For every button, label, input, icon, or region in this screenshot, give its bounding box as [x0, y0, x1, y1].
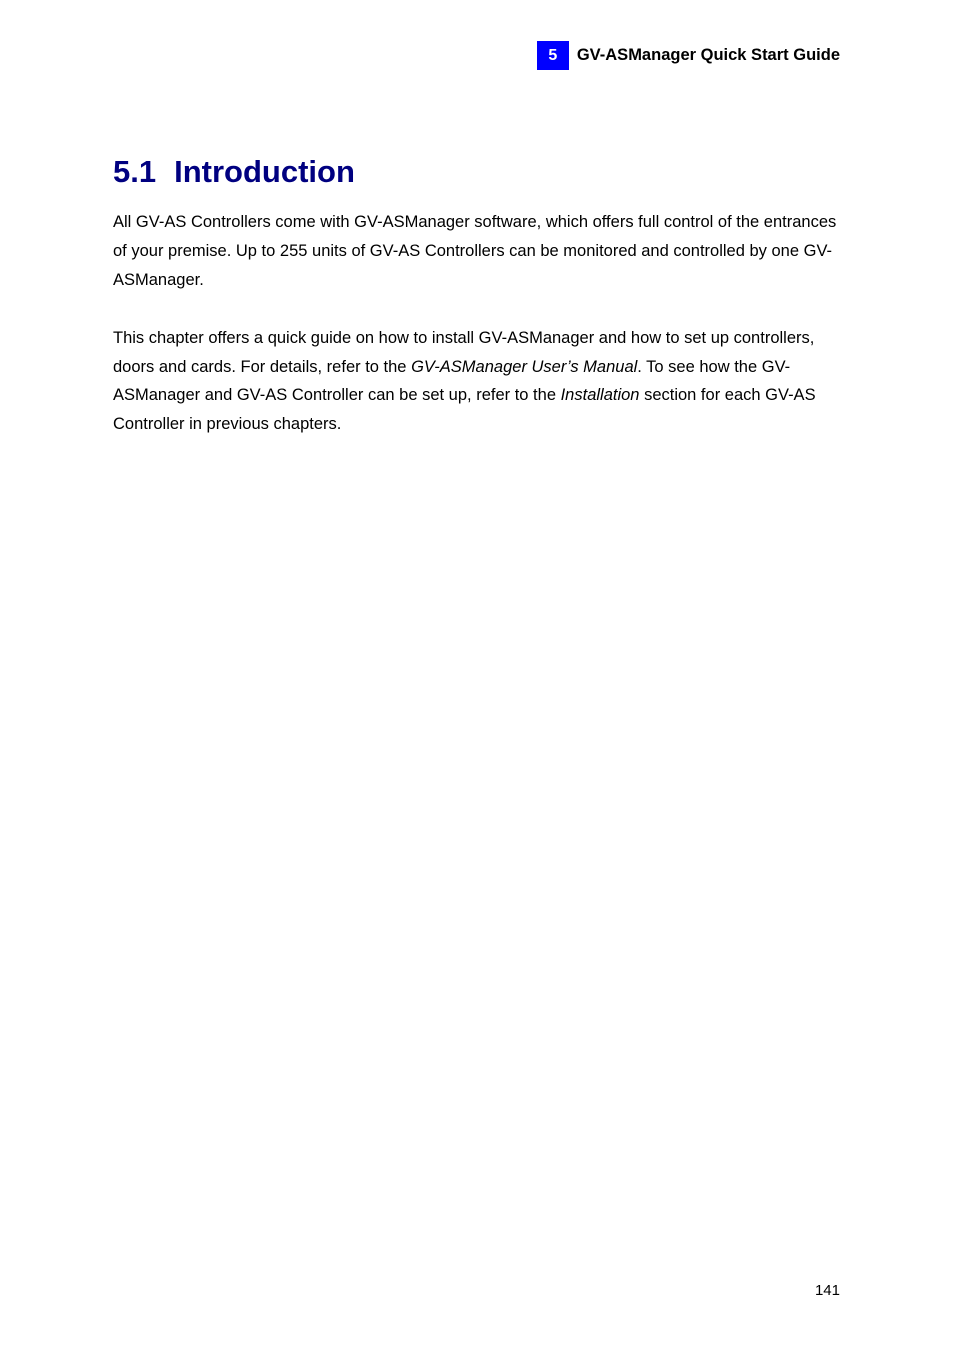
- paragraph-text: This chapter offers a quick guide on how to install GV-ASManager and how to set up controllers, doors and cards. For details, refer to the: [113, 328, 815, 376]
- chapter-number-badge: 5: [537, 41, 569, 70]
- paragraph-text: . To see how the GV-ASManager and GV-AS Controller can be set up, refer to the: [113, 357, 791, 405]
- manual-reference: GV-ASManager User’s Manual: [411, 357, 638, 376]
- section-title-text: Introduction: [174, 154, 355, 189]
- chapter-overview-paragraph: [113, 324, 843, 440]
- installation-reference: Installation: [560, 386, 640, 405]
- body-content: [113, 208, 843, 468]
- intro-paragraph: All GV-AS Controllers come with GV-ASManager software, which offers full control of the entrances of your premise. Up to 255 units of GV-AS Controllers can be monitored and controlled by one GV-ASManager.: [113, 213, 837, 289]
- section-title: [113, 154, 355, 190]
- section-number: 5.1: [113, 154, 157, 189]
- page-header: [537, 41, 840, 70]
- page-number: 141: [814, 1282, 840, 1299]
- paragraph-text: section for each GV-AS Controller in previous chapters.: [113, 386, 816, 434]
- header-title: GV-ASManager Quick Start Guide: [576, 46, 840, 64]
